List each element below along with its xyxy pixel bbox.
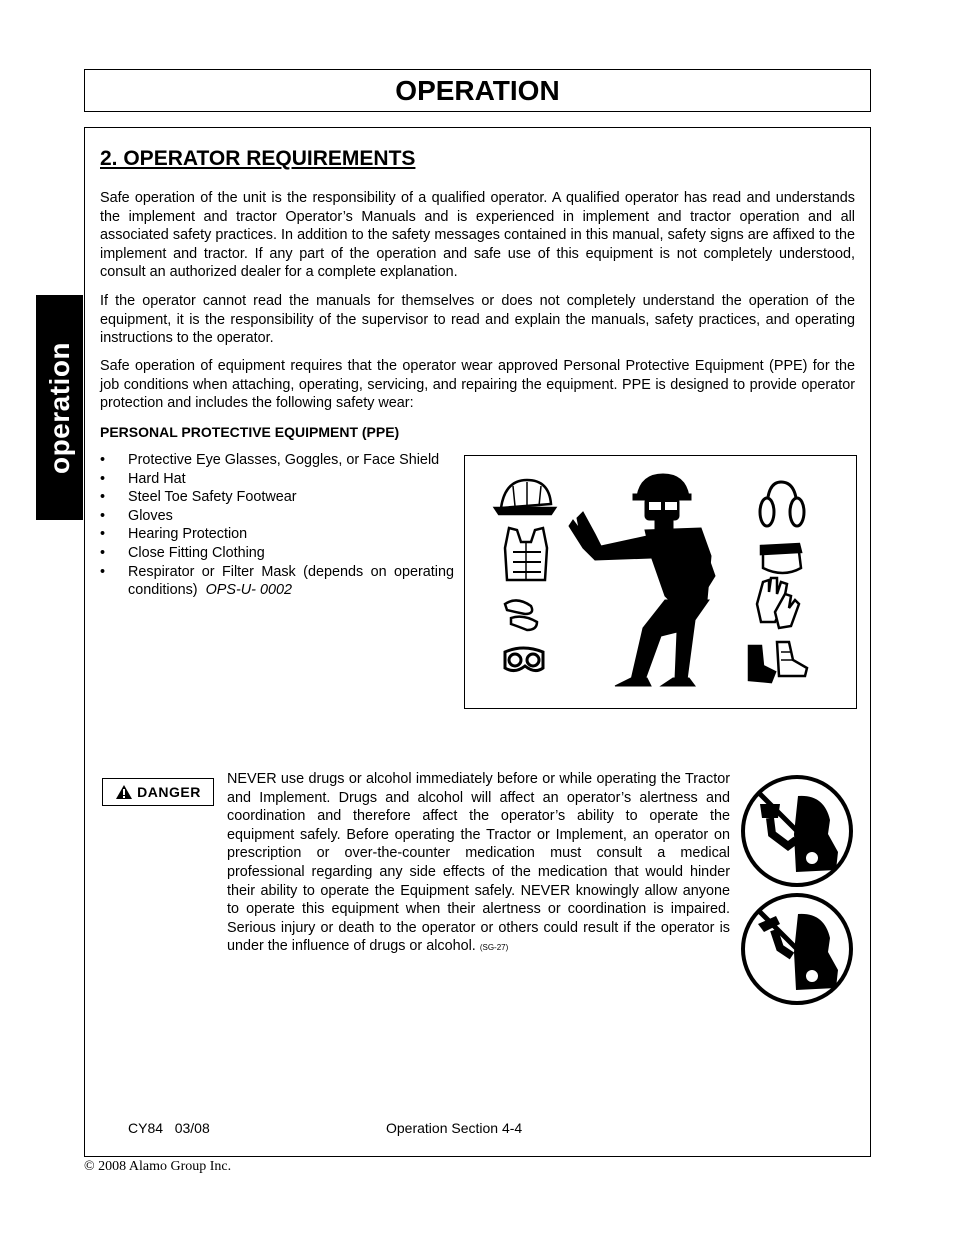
safety-vest-icon <box>505 528 547 580</box>
ppe-list <box>100 451 454 600</box>
footer-model-date: CY84 03/08 <box>128 1120 210 1136</box>
bullet: • <box>100 470 106 487</box>
footer-section-page: Operation Section 4-4 <box>386 1120 523 1136</box>
ppe-item-label: Hard Hat <box>128 470 186 487</box>
earplugs-icon <box>505 600 537 630</box>
ppe-item <box>100 563 454 600</box>
no-drugs-icon <box>740 892 854 1006</box>
bullet: • <box>100 563 106 580</box>
danger-badge-label: DANGER <box>137 784 201 800</box>
ppe-item-label: Respirator or Filter Mask (depends on operating conditions) <box>128 563 454 599</box>
danger-message <box>227 770 730 958</box>
ppe-item-label: Close Fitting Clothing <box>128 544 265 561</box>
hard-hat-icon <box>495 480 555 514</box>
ppe-ref-code: OPS-U- 0002 <box>205 582 292 599</box>
worker-figure-icon <box>569 474 715 686</box>
ppe-illustration <box>464 455 857 709</box>
danger-ref-code: (SG-27) <box>479 943 509 953</box>
danger-badge <box>102 778 214 806</box>
paragraph-qualified-operator: Safe operation of the unit is the responsibility of a qualified operator. A qualified operator has read and understands the implement and tractor Operator’s Manuals and is experienced in implement and tractor operation and all associated safety practices. In addition to the safety messages contained in this manual, safety signs are affixed to the implement and tractor. If any part of the operation and safe use of this equipment is not completely understood, consult an authorized dealer for a complete explanation. <box>100 190 855 281</box>
side-tab <box>36 295 83 520</box>
goggles-icon <box>505 648 543 671</box>
bullet: • <box>100 544 106 561</box>
ppe-illustration-svg <box>465 456 856 708</box>
gloves-icon <box>757 578 799 628</box>
safety-boots-icon <box>749 642 807 682</box>
face-shield-icon <box>761 544 801 573</box>
ppe-item-label: Steel Toe Safety Footwear <box>128 489 297 506</box>
bullet: • <box>100 489 106 506</box>
ppe-item <box>100 525 454 544</box>
ppe-item <box>100 507 454 526</box>
bullet: • <box>100 507 106 524</box>
bullet: • <box>100 452 106 468</box>
paragraph-ppe-intro: Safe operation of equipment requires that the operator wear approved Personal Protective Equipment (PPE) for the job conditions when attaching, operating, servicing, and repairing the equipment. PPE is designed to provide operator protection and includes the following safety wear: <box>100 358 855 412</box>
side-tab-label: operation <box>43 341 75 474</box>
ppe-item-label: Hearing Protection <box>128 526 248 543</box>
copyright: © 2008 Alamo Group Inc. <box>84 1159 232 1174</box>
ppe-item <box>100 451 454 470</box>
ppe-item <box>100 470 454 489</box>
ppe-item <box>100 488 454 507</box>
paragraph-supervisor: If the operator cannot read the manuals for themselves or does not completely understand the operation of the equipment, it is the responsibility of the supervisor to read and explain the manuals, safety practices, and operating instructions to the operator. <box>100 293 855 347</box>
earmuffs-icon <box>760 482 804 526</box>
warning-triangle-icon <box>115 784 133 800</box>
ppe-item-label: Gloves <box>128 507 173 524</box>
ppe-heading: PERSONAL PROTECTIVE EQUIPMENT (PPE) <box>100 424 400 440</box>
ppe-item <box>100 544 454 563</box>
page-header-title: OPERATION <box>395 75 560 106</box>
header-box <box>84 69 871 112</box>
bullet: • <box>100 526 106 543</box>
ppe-item-label: Protective Eye Glasses, Goggles, or Face Shield <box>128 452 440 468</box>
danger-message-text: NEVER use drugs or alcohol immediately before or while operating the Tractor and Implement. Drugs and alcohol will affect an operator’s alertness and coordination and therefore affect the operator’s ability to operate the equipment safely. Before operating the Tractor or Implement, an operator on prescription or over-the-counter medication must consult a medical professional regarding any side effects of the medication that would hinder their ability to operate the Equipment safely. NEVER knowingly allow anyone to operate this equipment when their alertness or coordination is impaired. Serious injury or death to the operator or others could result if the operator is under the influence of drugs or alcohol. <box>227 771 730 955</box>
no-alcohol-icon <box>740 774 854 888</box>
section-title: 2. OPERATOR REQUIREMENTS <box>100 147 416 170</box>
